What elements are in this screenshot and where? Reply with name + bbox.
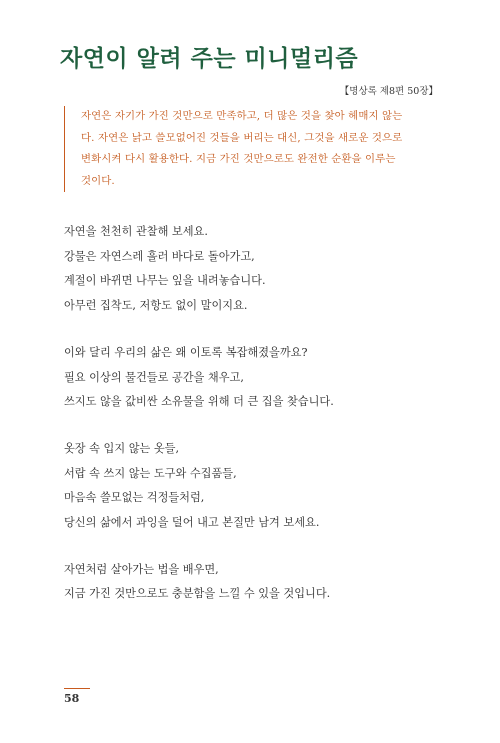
quote-text bbox=[81, 106, 438, 192]
text-line: 지금 가진 것만으로도 충분함을 느낄 수 있을 것입니다. bbox=[64, 587, 331, 601]
text-line: 필요 이상의 물건들로 공간을 채우고, bbox=[64, 370, 244, 384]
text-line: 계절이 바뀌면 나무는 잎을 내려놓습니다. bbox=[64, 274, 266, 288]
stanza bbox=[64, 341, 444, 415]
stanza bbox=[64, 437, 444, 536]
text-line: 이와 달리 우리의 삶은 왜 이토록 복잡해졌을까요? bbox=[64, 345, 308, 359]
page-number-rule bbox=[64, 688, 90, 689]
page-number: 58 bbox=[64, 692, 80, 705]
text-line: 서랍 속 쓰지 않는 도구와 수집품들, bbox=[64, 466, 237, 480]
text-line: 자연을 천천히 관찰해 보세요. bbox=[64, 225, 208, 238]
text-line: 자연처럼 살아가는 법을 배우면, bbox=[64, 562, 219, 576]
text-line: 강물은 자연스레 흘러 바다로 돌아가고, bbox=[64, 249, 255, 263]
quote-block bbox=[64, 106, 438, 192]
text-line: 쓰지도 않을 값비싼 소유물을 위해 더 큰 집을 찾습니다. bbox=[64, 395, 334, 409]
text-line: 옷장 속 입지 않는 옷들, bbox=[64, 441, 180, 455]
text-line: 당신의 삶에서 과잉을 덜어 내고 본질만 남겨 보세요. bbox=[64, 516, 320, 530]
page-title: 자연이 알려 주는 미니멀리즘 bbox=[60, 46, 359, 72]
quote-line: 변화시켜 다시 활용한다. 지금 가진 것만으로도 완전한 순환을 이루는 bbox=[81, 153, 396, 165]
text-line: 아무런 집착도, 저항도 없이 말이지요. bbox=[64, 299, 248, 313]
quote-line: 다. 자연은 낡고 쓸모없어진 것들을 버리는 대신, 그것을 새로운 것으로 bbox=[81, 131, 403, 144]
source-citation: 【명상록 제8편 50장】 bbox=[339, 86, 438, 97]
stanza bbox=[64, 220, 444, 319]
body-text bbox=[64, 220, 444, 629]
quote-line: 자연은 자기가 가진 것만으로 만족하고, 더 많은 것을 찾아 헤매지 않는 bbox=[81, 110, 403, 122]
quote-line: 것이다. bbox=[81, 174, 115, 187]
text-line: 마음속 쓸모없는 걱정들처럼, bbox=[64, 491, 205, 505]
stanza bbox=[64, 558, 444, 607]
